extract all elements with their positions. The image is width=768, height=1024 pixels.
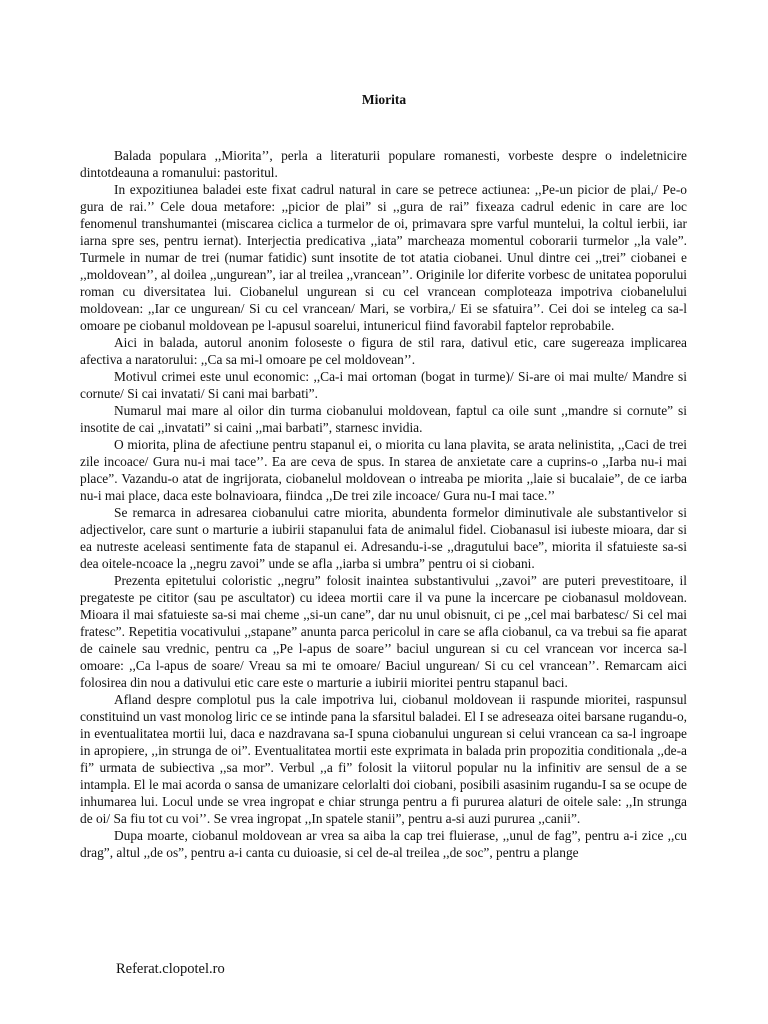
paragraph: Aici in balada, autorul anonim foloseste o figura de stil rara, dativul etic, care sugereaza implicarea afectiva a naratorului: ,,Ca sa mi-l omoare pe cel moldovean’’. [80, 335, 687, 367]
paragraph: Motivul crimei este unul economic: ,,Ca-i mai ortoman (bogat in turme)/ Si-are oi mai multe/ Mandre si cornute/ Si cai invatati/ Si cani mai barbati”. [80, 369, 687, 401]
document-body [80, 147, 687, 861]
paragraph: Numarul mai mare al oilor din turma ciobanului moldovean, faptul ca oile sunt ,,mandre si cornute” si insotite de cai ,,invatati” si caini ,,mai barbati”, starnesc invidia. [80, 403, 687, 435]
footer-source: Referat.clopotel.ro [116, 961, 225, 977]
paragraph: Prezenta epitetului coloristic ,,negru” folosit inaintea substantivului ,,zavoi” are puteri prevestitoare, il pregateste pe cititor (sau pe ascultator) cu ideea mortii care il va pune la incercare pe ciobanasul moldovean. Mioara il mai sfatuieste sa-si mai cheme ,,si-un cane”, dar nu unul obisnuit, ci pe ,,cel mai barbatesc/ Si cel mai fratesc”. Repetitia vocativului ,,stapane” anunta parca pericolul in care se afla ciobanul, ca va trebui sa fie aparat de cainele sau vrednic, pentru ca ,,Pe l-apus de soare’’ baciul ungurean si cu cel vrancean vor incerca sa-l omoare: ,,Ca l-apus de soare/ Vreau sa mi te omoare/ Baciul ungurean/ Si cu cel vrancean’’. Remarcam aici folosirea din nou a dativului etic care este o marturie a iubirii mioritei pentru stapanul baci. [80, 573, 687, 690]
paragraph: Se remarca in adresarea ciobanului catre miorita, abundenta formelor diminutivale ale substantivelor si adjectivelor, care sunt o marturie a iubirii stapanului fata de animalul fidel. Ciobanasul isi iubeste mioara, dar si ea nutreste aceleasi sentimente fata de stapanul ei. Adresandu-i-se ,,dragutului bace”, miorita il sfatuieste sa-si dea oitele-ncoace la ,,negru zavoi” unde se afla ,,iarba si umbra” pentru oi si ciobani. [80, 505, 687, 571]
paragraph: In expozitiunea baladei este fixat cadrul natural in care se petrece actiunea: ,,Pe-un picior de plai,/ Pe-o gura de rai.’’ Cele doua metafore: ,,picior de plai” si ,,gura de rai” fixeaza cadrul edenic in care are loc fenomenul transhumantei (miscarea ciclica a turmelor de oi, primavara spre varful muntelui, la coltul ierbii, iar iarna spre ses, pentru iernat). Interjectia predicativa ,,iata” marcheaza momentul coborarii turmelor ,,la vale”. Turmele in numar de trei (numar fatidic) sunt insotite de tot atatia ciobanei. Unul dintre cei ,,trei” ciobanei e ,,moldovean’’, al doilea ,,ungurean”, iar al treilea ,,vrancean’’. Originile lor diferite vorbesc de unitatea poporului roman cu diversitatea lui. Ciobanelul ungurean si cu cel vrancean comploteaza impotriva ciobanelului moldovean: ,,Iar ce ungurean/ Si cu cel vrancean/ Mari, se vorbira,/ Ei se sfatuira’’. Cei doi se inteleg ca sa-l omoare pe ciobanul moldovean pe l-apusul soarelui, intunericul fiind favorabil faptelor reprobabile. [80, 182, 687, 333]
paragraph: Balada populara ,,Miorita’’, perla a literaturii populare romanesti, vorbeste despre o indeletnicire dintotdeauna a romanului: pastoritul. [80, 148, 687, 180]
paragraph: Dupa moarte, ciobanul moldovean ar vrea sa aiba la cap trei fluierase, ,,unul de fag”, pentru a-i zice ,,cu drag”, altul ,,de os”, pentru a-i canta cu duioasie, si cel de-al treilea ,,de soc”, pentru a plange [80, 828, 687, 860]
paragraph: Afland despre complotul pus la cale impotriva lui, ciobanul moldovean ii raspunde mioritei, raspunsul constituind un vast monolog liric ce se intinde pana la sfarsitul baladei. El I se adreseaza oitei barsane rugandu-o, in eventualitatea mortii lui, daca e nazdravana sa-I spuna ciobanului ungurean si celui vrancean ca sa-l ingroape in apropiere, ,,in strunga de oi”. Eventualitatea mortii este exprimata in balada prin propozitia conditionala ,,de-a fi” urmata de subiectiva ,,sa mor”. Verbul ,,a fi” folosit la viitorul popular nu la infinitiv are sensul de a se intampla. El le mai acorda o sansa de umanizare celorlalti doi ciobani, posibili asasinim rugandu-I sa se ocupe de inhumarea lui. Locul unde se vrea ingropat e chiar strunga pentru a fi pururea alaturi de oitele sale: ,,In strunga de oi/ Sa fiu tot cu voi’’. Se vrea ingropat ,,In spatele stanii”, pentru a-si auzi pururea ,,canii”. [80, 692, 687, 826]
paragraph: O miorita, plina de afectiune pentru stapanul ei, o miorita cu lana plavita, se arata nelinistita, ,,Caci de trei zile incoace/ Gura nu-i mai tace’’. Ea are ceva de spus. In starea de anxietate care a cuprins-o ,,Iarba nu-i mai place”. Vazandu-o atat de ingrijorata, ciobanelul moldovean o intreaba pe miorita ,,laie si bucalaie”, de ce iarba nu-i mai place, daca este bolnavioara, fiindca ,,De trei zile incoace/ Gura nu-I mai tace.’’ [80, 437, 687, 503]
page-title: Miorita [361, 92, 407, 107]
